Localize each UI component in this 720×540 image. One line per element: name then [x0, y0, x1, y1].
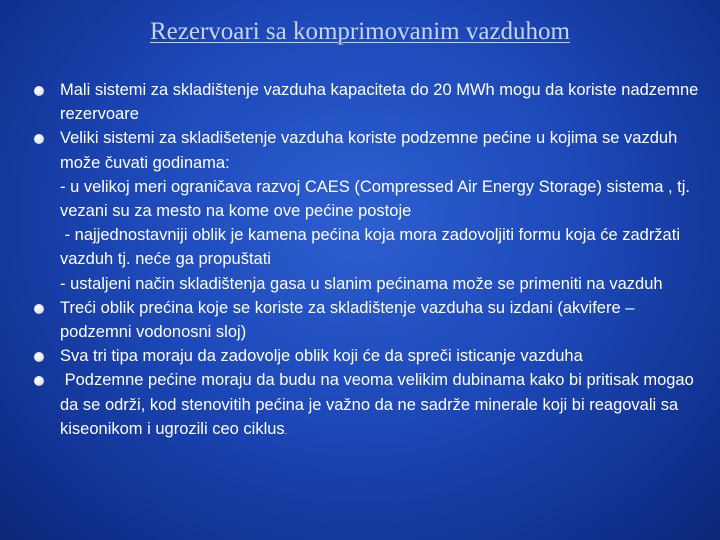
sub-item-3: - ustaljeni način skladištenja gasa u slanim pećinama može se primeniti na vazduh	[60, 274, 663, 293]
bullet-item-2	[34, 126, 700, 174]
bullet-item-4	[34, 344, 700, 368]
bullet-dot-icon	[34, 304, 44, 314]
bullet-dot-icon	[34, 376, 44, 386]
bullet-text: Veliki sistemi za skladišetenje vazduha koriste podzemne pećine u kojima se vazduh može čuvati godinama:	[60, 129, 678, 172]
bullet-list	[34, 78, 700, 443]
bullet-text: Sva tri tipa moraju da zadovolje oblik koji će da spreči isticanje vazduha	[60, 347, 583, 366]
bullet-text: Treći oblik prećina koje se koriste za skladištenje vazduha su izdani (akvifere – podzemni vodonosni sloj)	[60, 298, 635, 342]
bullet-text: Podzemne pećine moraju da budu na veoma velikim dubinama kako bi pritisak mogao da se održi, kod stenovitih pećina je važno da ne sadrže minerale koji bi reagovali sa kiseonikom i ugrozili ceo ciklus	[60, 371, 699, 438]
sub-item-2: - najjednostavniji oblik je kamena pećina koja mora zadovoljiti formu koja će zadržati vazduh tj. neće ga propuštati	[60, 226, 685, 269]
bullet-text: Mali sistemi za skladištenje vazduha kapaciteta do 20 MWh mogu da koriste nadzemne rezervoare	[60, 81, 699, 124]
bullet-dot-icon	[34, 86, 44, 96]
trailing-mark: .	[284, 425, 288, 436]
bullet-item-5	[34, 368, 700, 443]
slide-title: Rezervoari sa komprimovanim vazduhom	[149, 18, 571, 45]
bullet-item-3	[34, 296, 700, 344]
bullet-dot-icon	[34, 134, 44, 144]
bullet-item-1	[34, 78, 700, 126]
bullet-dot-icon	[34, 352, 44, 362]
sub-item-1: - u velikoj meri ograničava razvoj CAES (Compressed Air Energy Storage) sistema , tj. vezani su za mesto na kome ove pećine postoje	[60, 177, 690, 221]
